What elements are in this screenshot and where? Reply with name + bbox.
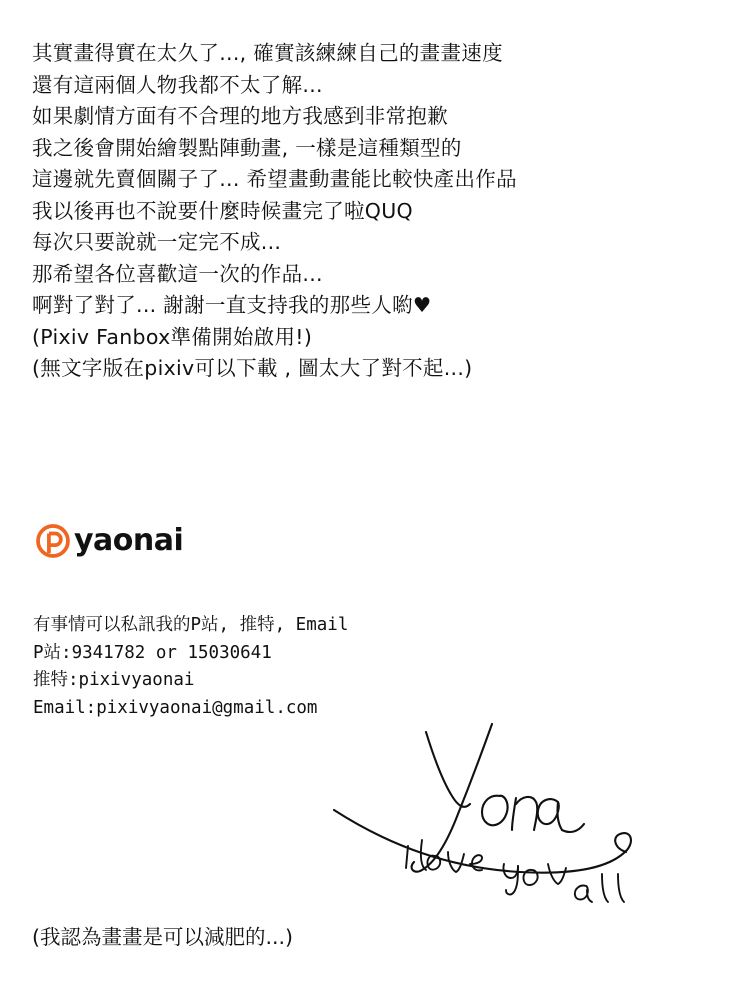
afterword-line: 這邊就先賣個關子了... 希望畫動畫能比較快產出作品 [32, 167, 517, 191]
contact-line: 推特:pixivyaonai [33, 670, 195, 690]
afterword-line: 其實畫得實在太久了..., 確實該練練自己的畫畫速度 [32, 41, 503, 65]
contact-line: 有事情可以私訊我的P站, 推特, Email [33, 615, 349, 635]
afterword-line: 我以後再也不說要什麼時候畫完了啦QUQ [32, 198, 413, 223]
pixiv-p-logo-icon [36, 524, 70, 558]
afterword-line: 如果劇情方面有不合理的地方我感到非常抱歉 [32, 104, 448, 128]
artist-logo-text: yaonai [74, 523, 184, 558]
contact-line: Email:pixivyaonai@gmail.com [33, 697, 318, 718]
afterword-line: (無文字版在pixiv可以下載 , 圖太大了對不起...) [32, 356, 473, 380]
afterword-line: 我之後會開始繪製點陣動畫, 一樣是這種類型的 [32, 135, 462, 160]
afterword-line: 那希望各位喜歡這一次的作品... [32, 261, 323, 286]
footer-note: (我認為畫畫是可以減肥的...) [32, 925, 294, 949]
contact-info-block [33, 612, 693, 722]
afterword-line: 還有這兩個人物我都不太了解... [32, 72, 323, 97]
afterword-text-block [32, 38, 692, 385]
artist-logo [36, 524, 183, 558]
handwritten-signature [330, 718, 660, 923]
afterword-line: (Pixiv Fanbox準備開始啟用!) [32, 324, 313, 349]
contact-line: P站:9341782 or 15030641 [33, 642, 272, 663]
afterword-line: 啊對了對了... 謝謝一直支持我的那些人喲♥ [32, 293, 432, 317]
afterword-line: 每次只要說就一定完不成... [32, 230, 282, 254]
